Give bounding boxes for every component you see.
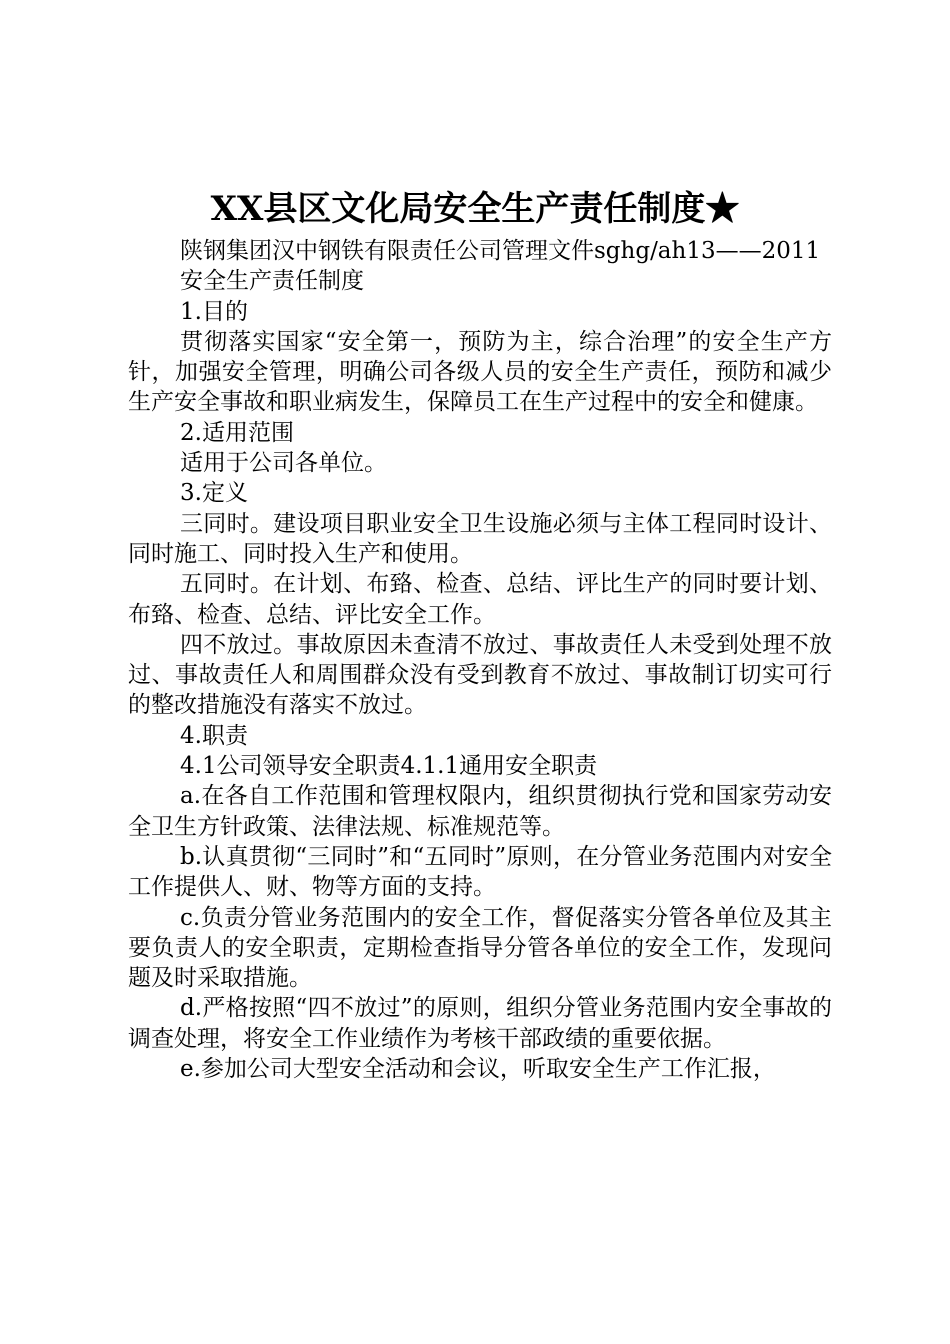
section-heading-responsibilities: 4.职责 (180, 722, 248, 749)
document-title: XX县区文化局安全生产责任制度★ (210, 189, 740, 229)
paragraph-scope: 适用于公司各单位。 (180, 450, 387, 477)
subsection-heading-leadership: 4.1公司领导安全职责4.1.1通用安全职责 (180, 753, 598, 780)
section-heading-purpose: 1.目的 (180, 298, 248, 325)
list-item-c: c.负责分管业务范围内的安全工作，督促落实分管各单位及其主要负责人的安全职责，定期检查指导分管各单位的安全工作，发现问题及时采取措施。 (128, 904, 832, 992)
list-item-b: b.认真贯彻“三同时”和“五同时”原则，在分管业务范围内对安全工作提供人、财、物等方面的支持。 (128, 843, 832, 901)
paragraph-purpose: 贯彻落实国家“安全第一，预防为主，综合治理”的安全生产方针，加强安全管理，明确公司各级人员的安全生产责任，预防和减少生产安全事故和职业病发生，保障员工在生产过程中的安全和健康。 (128, 328, 832, 416)
section-heading-definitions: 3.定义 (180, 480, 248, 507)
paragraph-definition-five-simultaneous: 五同时。在计划、布臵、检查、总结、评比生产的同时要计划、布臵、检查、总结、评比安全工作。 (128, 571, 832, 628)
paragraph-subtitle: 安全生产责任制度 (180, 268, 364, 295)
paragraph-definition-three-simultaneous: 三同时。建设项目职业安全卫生设施必须与主体工程同时设计、同时施工、同时投入生产和使用。 (128, 510, 832, 567)
paragraph-definition-four-not-let-go: 四不放过。事故原因未查清不放过、事故责任人未受到处理不放过、事故责任人和周围群众没有受到教育不放过、事故制订切实可行的整改措施没有落实不放过。 (128, 631, 832, 719)
list-item-e: e.参加公司大型安全活动和会议，听取安全生产工作汇报， (180, 1056, 776, 1083)
paragraph-header-line: 陕钢集团汉中钢铁有限责任公司管理文件sghg/ah13——2011 (180, 238, 821, 264)
list-item-a: a.在各自工作范围和管理权限内，组织贯彻执行党和国家劳动安全卫生方针政策、法律法规、标准规范等。 (128, 783, 832, 840)
section-heading-scope: 2.适用范围 (180, 419, 294, 446)
list-item-d: d.严格按照“四不放过”的原则，组织分管业务范围内安全事故的调查处理，将安全工作业绩作为考核干部政绩的重要依据。 (128, 995, 832, 1052)
document-body (128, 236, 832, 1084)
